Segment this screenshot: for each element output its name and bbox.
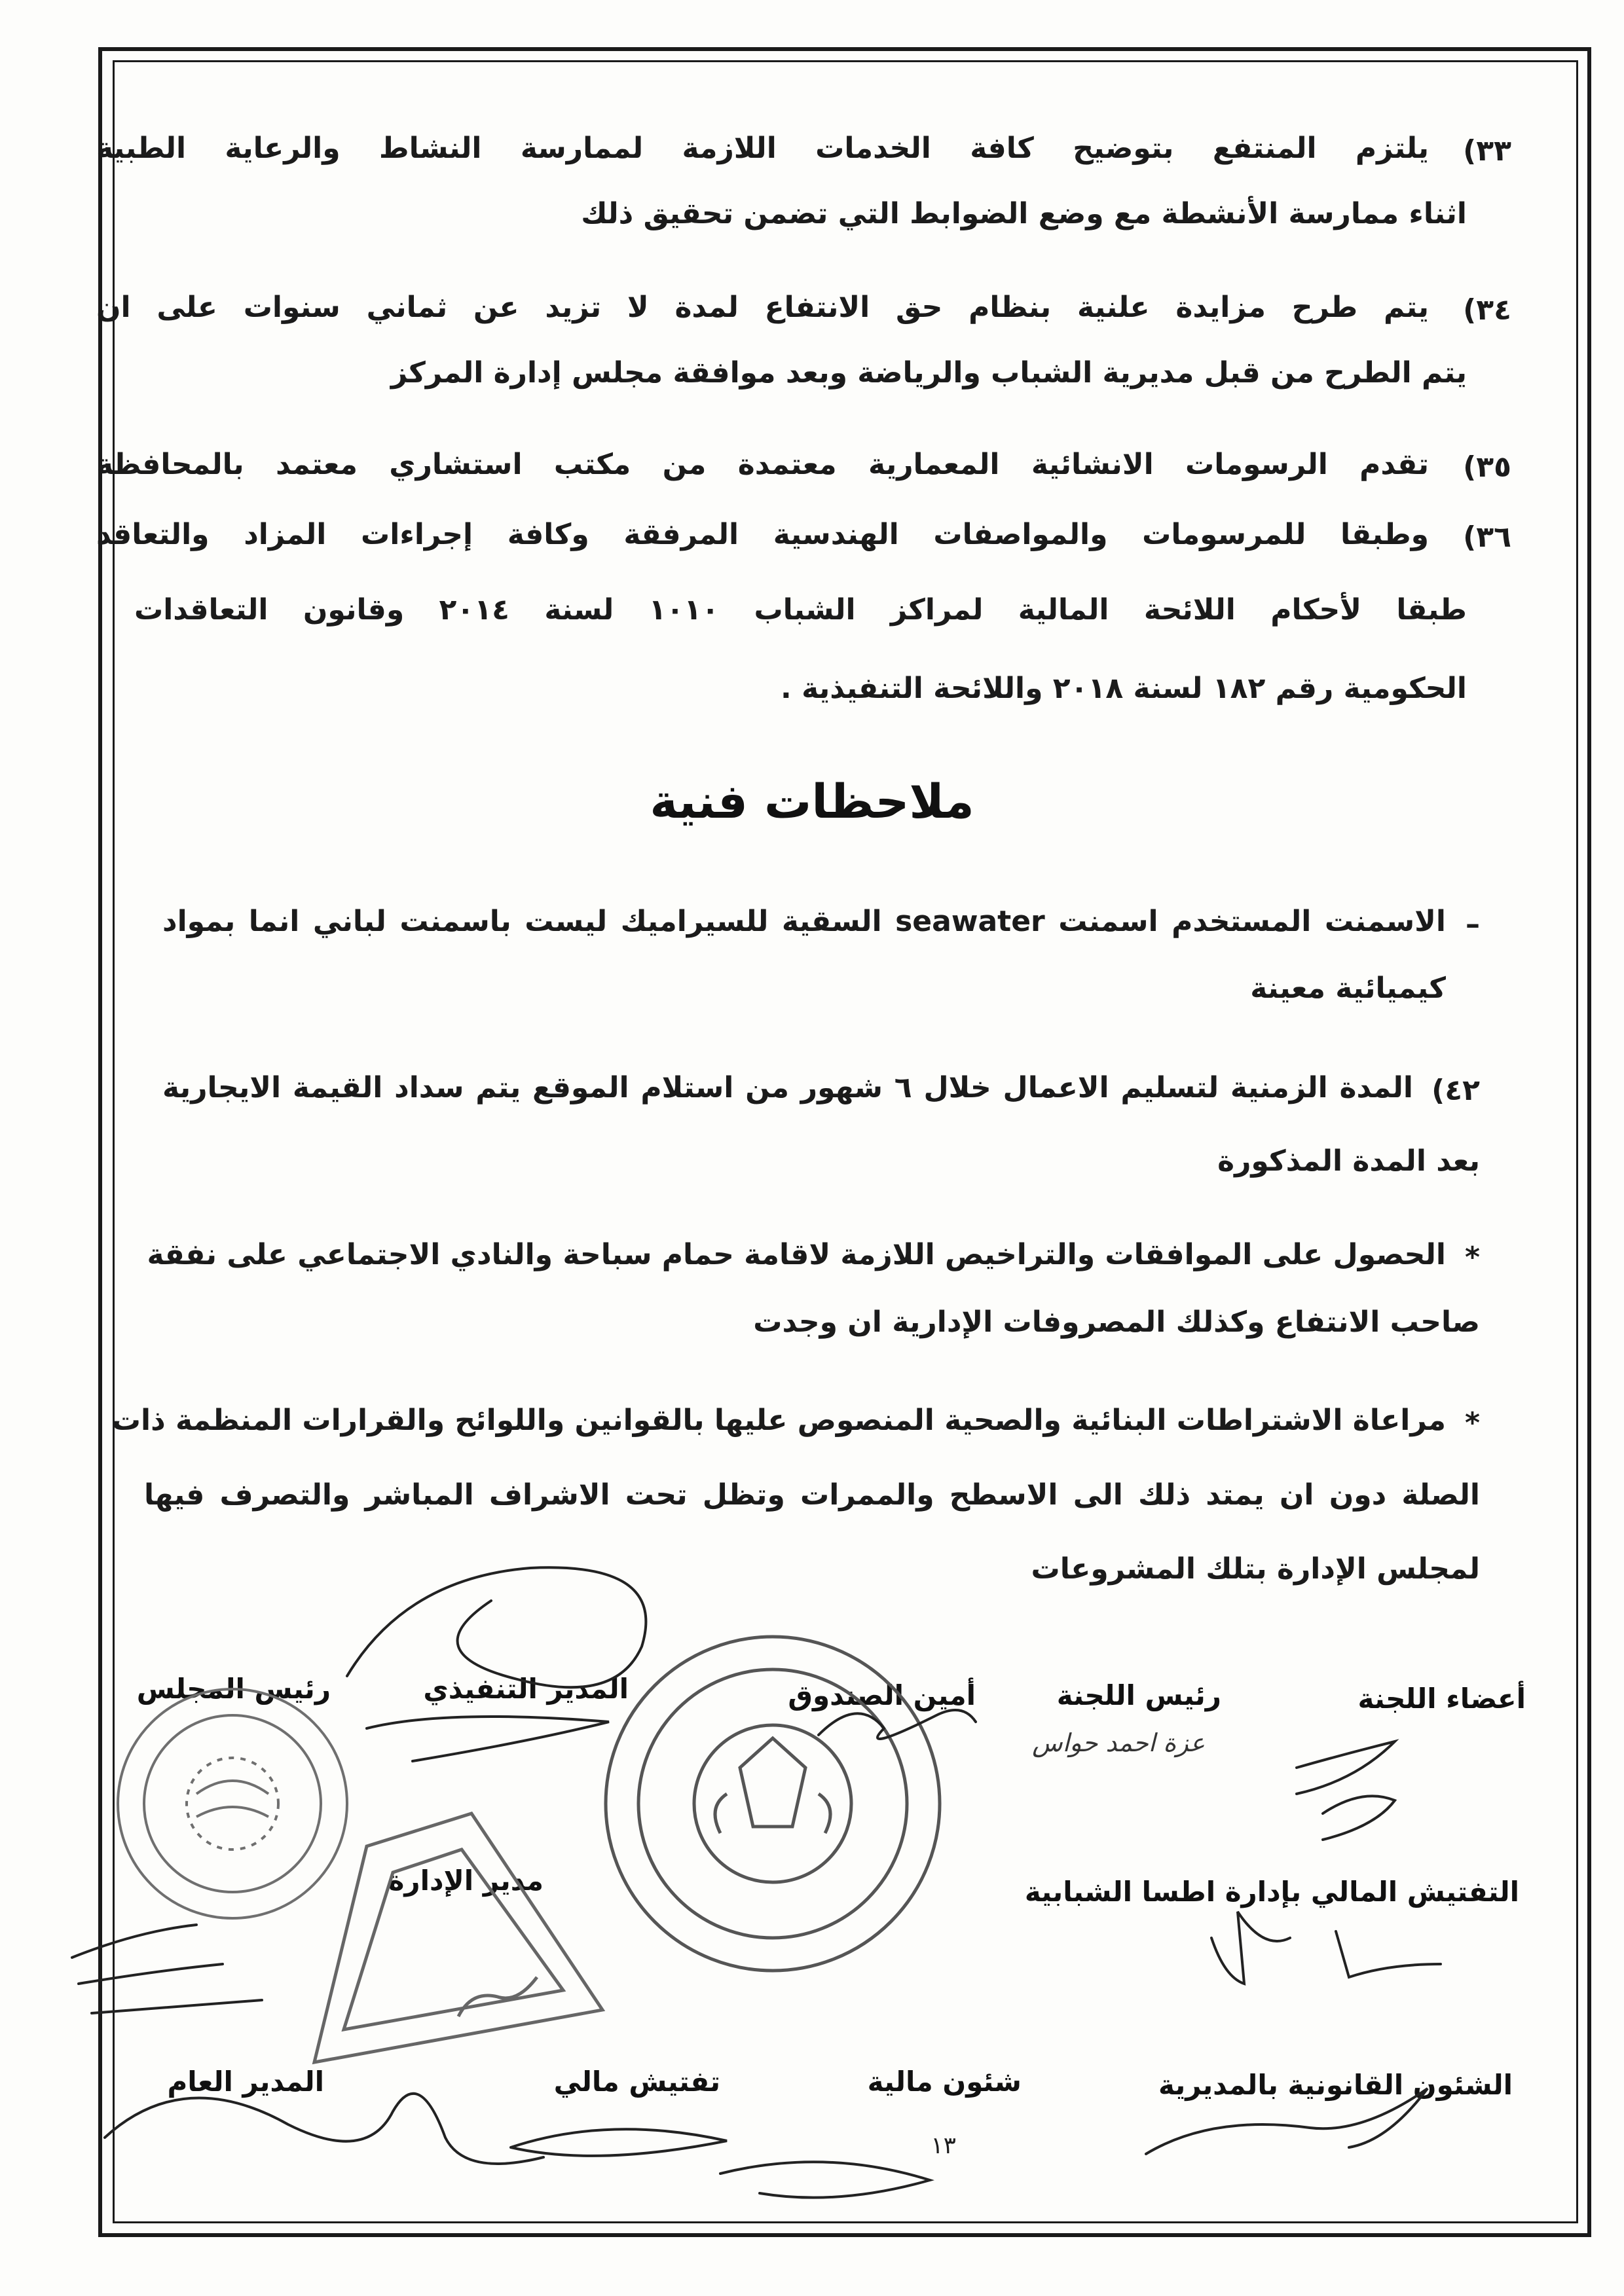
item-number: ٣٦): [1463, 520, 1511, 554]
sig-label-general-manager: المدير العام: [167, 2066, 324, 2098]
sig-label-legal-affairs: الشئون القانونية بالمديرية: [1158, 2069, 1513, 2101]
note-line: كيميائية معينة: [1250, 972, 1446, 1005]
sig-label-admin-director: مدير الإدارة: [388, 1865, 544, 1897]
item-number: ٣٣): [1463, 134, 1511, 168]
item-line: الحكومية رقم ١٨٢ لسنة ٢٠١٨ واللائحة التنفيذية .: [781, 672, 1467, 705]
note-marker: *: [1464, 1406, 1480, 1440]
note-line: الاسمنت المستخدم اسمنت seawater السقية للسيراميك ليست باسمنت لباني انما بمواد: [162, 905, 1446, 938]
sig-label-financial-inspection: التفتيش المالي بإدارة اطسا الشبابية: [1024, 1876, 1519, 1908]
note-line: بعد المدة المذكورة: [1217, 1144, 1480, 1178]
sig-label-financial-inspector: تفتيش مالي: [553, 2066, 720, 2098]
sig-label-financial-affairs: شئون مالية: [867, 2066, 1022, 2098]
item-line: تقدم الرسومات الانشائية المعمارية معتمدة من مكتب استشاري معتمد بالمحافظة: [96, 448, 1429, 481]
note-marker: –: [1466, 907, 1480, 941]
item-line: يتم طرح مزايدة علنية بنظام حق الانتفاع لمدة لا تزيد عن ثماني سنوات على ان: [96, 291, 1429, 324]
sig-label-committee-head: رئيس اللجنة: [1056, 1679, 1221, 1711]
section-heading: ملاحظات فنية: [650, 774, 974, 829]
page-number: ١٣: [931, 2132, 956, 2159]
item-number: ٣٥): [1463, 450, 1511, 484]
note-marker: ٤٢): [1431, 1074, 1480, 1107]
item-number: ٣٤): [1463, 293, 1511, 327]
item-line: يتم الطرح من قبل مديرية الشباب والرياضة وبعد موافقة مجلس إدارة المركز: [390, 356, 1467, 390]
item-line: يلتزم المنتفع بتوضيح كافة الخدمات اللازمة لممارسة النشاط والرعاية الطبية: [96, 132, 1429, 165]
sig-label-committee-members: أعضاء اللجنة: [1357, 1683, 1526, 1715]
sig-label-council-head: رئيس المجلس: [136, 1673, 331, 1705]
item-line: طبقا لأحكام اللائحة المالية لمراكز الشباب ١٠١٠ لسنة ٢٠١٤ وقانون التعاقدات: [134, 593, 1467, 627]
note-marker: *: [1464, 1241, 1480, 1274]
note-line: الحصول على الموافقات والتراخيص اللازمة لاقامة حمام سباحة والنادي الاجتماعي على نفقة: [147, 1238, 1446, 1271]
item-line: وطبقا للمرسومات والمواصفات الهندسية المرفقة وكافة إجراءات المزاد والتعاقد: [96, 518, 1429, 551]
note-line: صاحب الانتفاع وكذلك المصروفات الإدارية ان وجدت: [753, 1305, 1480, 1339]
note-line: مراعاة الاشتراطات البنائية والصحية المنصوص عليها بالقوانين واللوائح والقرارات المنظمة ذات: [111, 1404, 1446, 1437]
handwritten-name: عزة احمد حواس: [1032, 1728, 1205, 1757]
sig-label-treasurer: أمين الصندوق: [788, 1679, 976, 1711]
sig-label-executive-director: المدير التنفيذي: [423, 1673, 629, 1705]
note-line: لمجلس الإدارة بتلك المشروعات: [1031, 1552, 1480, 1586]
note-line: الصلة دون ان يمتد ذلك الى الاسطح والممرات وتظل تحت الاشراف المباشر والتصرف فيها: [144, 1478, 1480, 1512]
note-line: المدة الزمنية لتسليم الاعمال خلال ٦ شهور من استلام الموقع يتم سداد القيمة الايجارية: [162, 1071, 1413, 1104]
item-line: اثناء ممارسة الأنشطة مع وضع الضوابط التي تضمن تحقيق ذلك: [581, 197, 1467, 230]
